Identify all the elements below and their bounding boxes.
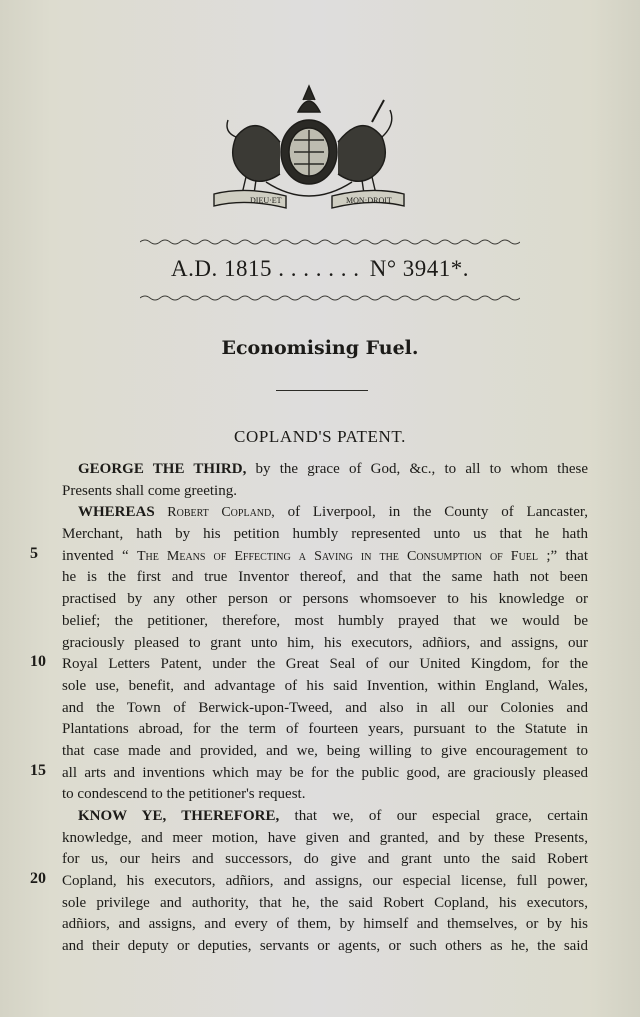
text-line: WHEREAS Robert Copland, of Liverpool, in the County of Lancaster,	[78, 504, 588, 521]
text-line: that case made and provided, and we, being willing to give encouragement to	[62, 742, 588, 759]
text-line: sole privilege and authority, that he, the said Robert Copland, his executors,	[62, 894, 588, 911]
motto-right: MON·DROIT	[346, 196, 392, 205]
text-line: GEORGE THE THIRD, by the grace of God, &c., to all to whom these	[78, 461, 588, 477]
motto-left: DIEU·ET	[250, 196, 282, 205]
patent-title: COPLAND'S PATENT.	[234, 427, 406, 446]
divider-rule	[276, 390, 368, 391]
text-line: practised by any other person or persons whomsoever to his knowledge or	[62, 591, 588, 608]
patent-body	[62, 459, 588, 958]
patent-number: N° 3941*.	[369, 256, 470, 281]
text-line: and their deputy or deputies, servants or agents, or such others as he, the said	[62, 938, 588, 955]
text-line: Royal Letters Patent, under the Great Seal of our United Kingdom, for the	[62, 656, 588, 673]
text-line: invented “ The Means of Effecting a Saving in the Consumption of Fuel ;” that	[62, 547, 588, 564]
text-line: knowledge, and meer motion, have given and granted, and by these Presents,	[62, 829, 588, 846]
patent-heading	[0, 256, 640, 282]
text-line: he is the first and true Inventor thereof, and that the same hath not been	[62, 569, 588, 586]
text-line: Copland, his executors, adñiors, and assigns, our especial license, full power,	[62, 873, 588, 890]
text-line: KNOW YE, THEREFORE, that we, of our especial grace, certain	[78, 808, 588, 824]
line-number-20: 20	[30, 870, 46, 887]
ornamental-rule-top	[140, 238, 520, 246]
royal-coat-of-arms	[206, 82, 412, 212]
text-line: sole use, benefit, and advantage of his said Invention, within England, Wales,	[62, 677, 588, 694]
text-line: belief; the petitioner, therefore, most humbly prayed that we would be	[62, 612, 588, 629]
text-line: all arts and inventions which may be for the public good, are graciously pleased	[62, 764, 588, 781]
line-number-10: 10	[30, 653, 46, 670]
text-line: and the Town of Berwick-upon-Tweed, and also in all our Colonies and	[62, 699, 588, 716]
year: A.D. 1815	[170, 256, 272, 281]
line-number-5: 5	[30, 545, 38, 562]
text-line: Presents shall come greeting.	[62, 482, 237, 499]
text-line: Plantations abroad, for the term of fourteen years, pursuant to the Statute in	[62, 721, 588, 738]
text-line: to condescend to the petitioner's request.	[62, 786, 306, 803]
text-line: graciously pleased to grant unto him, his executors, adñiors, and assigns, our	[62, 634, 588, 651]
text-line: Merchant, hath by his petition humbly represented unto us that he hath	[62, 526, 588, 543]
heading-dots: . . . . . . .	[278, 256, 360, 281]
subject-title: Economising Fuel.	[221, 337, 419, 359]
line-number-15: 15	[30, 762, 46, 779]
text-line: for us, our heirs and successors, do give and grant unto the said Robert	[62, 851, 588, 868]
text-line: adñiors, and assigns, and every of them, by himself and themselves, or by his	[62, 916, 588, 933]
ornamental-rule-bottom	[140, 294, 520, 302]
